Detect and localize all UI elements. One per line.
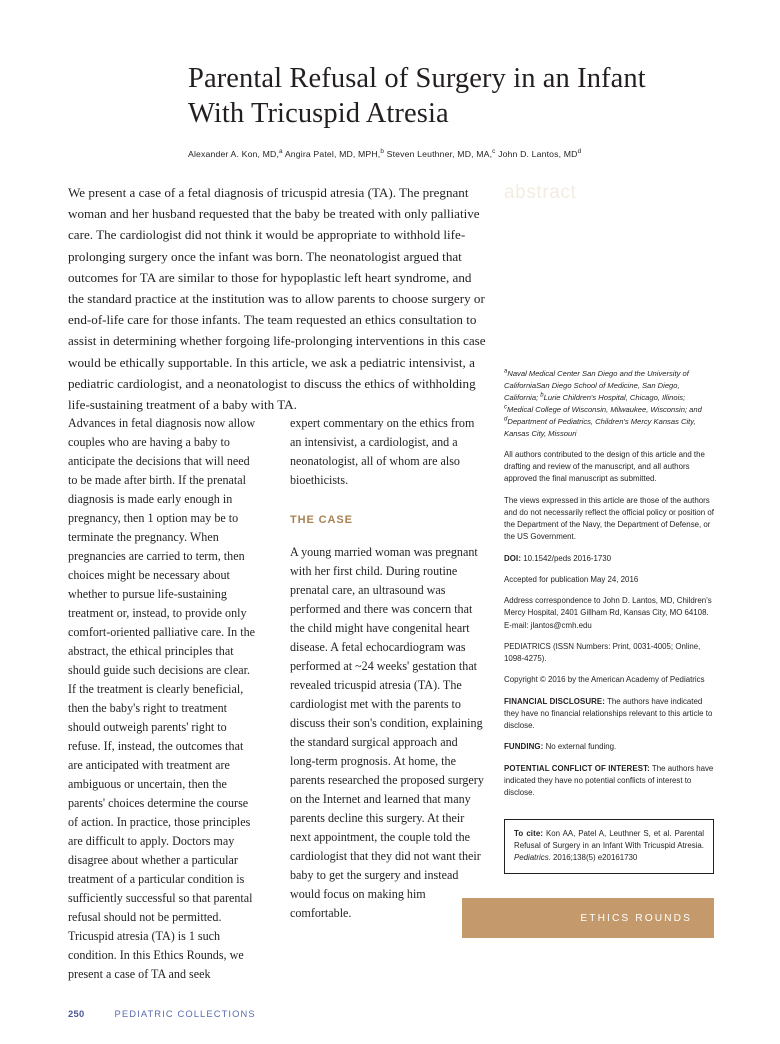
accepted-date: Accepted for publication May 24, 2016 (504, 574, 639, 584)
author-affil-marker-1: a (279, 147, 283, 155)
copyright-line: Copyright © 2016 by the American Academy of Pediatrics (504, 675, 705, 685)
author-name-3: Steven Leuthner, MD, MA, (384, 148, 493, 159)
conflict-value: The authors have indicated they have no potential conflicts of interest to disclose. (504, 763, 714, 798)
author-name-1: Alexander A. Kon, MD, (188, 148, 280, 159)
citation-box (504, 819, 714, 874)
disclaimer-statement: The views expressed in this article are those of the authors and do not necessarily reflect the official policy or position of the Department of the Navy, the Department of Defense, or the US Government. (504, 495, 714, 542)
author-affil-marker-2: b (380, 147, 385, 155)
cite-text: Kon AA, Patel A, Leuthner S, et al. Parental Refusal of Surgery in an Infant With Tricuspid Atresia. (514, 829, 704, 851)
funding-value: No external funding. (543, 742, 617, 752)
body-paragraph-case: A young married woman was pregnant with her first child. During routine prenatal care, an ultrasound was performed and there was concern that the child might have congenital heart disease. A fetal echocardiogram was performed at ~24 weeks' gestation that revealed tricuspid atresia (TA). The cardiologist met with the parents to discuss their son's condition, explaining the standard surgical approach and long-term prognosis. At home, the parents researched the proposed surgery on the Internet and learned that many parents decline this surgery. At their next appointment, the couple told the cardiologist that they did not want their baby to get the surgery and instead would focus on making him comfortable. (290, 545, 484, 920)
footer-collection-label: PEDIATRIC COLLECTIONS (114, 1008, 256, 1019)
ethics-rounds-banner (462, 898, 714, 938)
section-heading-the-case: THE CASE (290, 513, 353, 526)
ethics-rounds-banner-label: ETHICS ROUNDS (580, 912, 692, 924)
author-contributions: All authors contributed to the design of this article and the drafting and review of the manuscript, and all authors approved the final manuscript as submitted. (504, 449, 705, 484)
body-column-left (68, 414, 258, 984)
issn-line: PEDIATRICS (ISSN Numbers: Print, 0031-4005; Online, 1098-4275). (504, 641, 701, 664)
footer-page-number: 250 (68, 1008, 85, 1019)
funding-statement (504, 741, 714, 753)
body-column-middle (290, 414, 486, 923)
conflict-statement (504, 763, 714, 800)
doi-label: DOI: (504, 553, 522, 563)
doi-value[interactable]: 10.1542/peds 2016-1730 (521, 553, 612, 563)
affil-marker-a: a (504, 368, 508, 375)
affil-marker-c: c (504, 404, 507, 411)
doi-line (504, 553, 714, 565)
funding-label: FUNDING: (504, 742, 544, 752)
conflict-label: POTENTIAL CONFLICT OF INTEREST: (504, 763, 650, 773)
cite-tail: 2016;138(5) e20161730 (550, 853, 638, 863)
abstract-heading: abstract (504, 182, 577, 203)
author-affil-marker-3: c (492, 147, 496, 155)
body-paragraph-intro-cont: expert commentary on the ethics from an intensivist, a cardiologist, and a neonatologist, all of whom are also bioethicists. (290, 416, 475, 487)
financial-disclosure-label: FINANCIAL DISCLOSURE: (504, 696, 606, 706)
abstract-text: We present a case of a fetal diagnosis of tricuspid atresia (TA). The pregnant woman and her husband requested that the baby be treated with only palliative care. The cardiologist did not think it would be appropriate to withhold life-prolonging surgery once the infant was born. The neonatologist argued that outcomes for TA are similar to those for hypoplastic left heart syndrome, and the standard practice at the institution was to allow parents to choose surgery or end-of-life care for those infants. The team requested an ethics consultation to assist in determining whether forgoing life-prolonging interventions in this case would be ethically supportable. In this article, we ask a pediatric intensivist, a pediatric cardiologist, and a neonatologist to discuss the ethics of withholding life-sustaining treatment of a baby with TA. (68, 185, 486, 413)
cite-journal: Pediatrics. (514, 853, 551, 863)
financial-disclosure-value: The authors have indicated they have no financial relationships relevant to this article to disclose. (504, 696, 713, 731)
affil-marker-b: b (540, 392, 544, 399)
author-name-2: Angira Patel, MD, MPH, (282, 148, 381, 159)
author-affil-marker-4: d (577, 147, 582, 155)
page-title: Parental Refusal of Surgery in an Infant With Tricuspid Atresia (188, 63, 646, 129)
affil-marker-d: d (504, 416, 508, 423)
author-name-4: John D. Lantos, MD (495, 148, 578, 159)
body-paragraph-intro: Advances in fetal diagnosis now allow couples who are having a baby to anticipate the decisions that will need to be made after birth. If the prenatal diagnosis is made early enough in pregnancy, then 1 option may be to terminate the pregnancy. When pregnancies are carried to term, then choices might be necessary about whether to pursue life-sustaining treatment or, instead, to provide only comfort-oriented palliative care. In the abstract, the ethical principles that should guide such decisions are clear. If the treatment is clearly beneficial, then the baby's right to treatment should outweigh parents' right to refuse. If, instead, the outcomes that are anticipated with treatment are ambiguous or uncertain, then the parents' choices determine the course of action. In practice, those principles are difficult to apply. Doctors may disagree about whether a particular treatment of a particular condition is sufficiently successful so that parental refusal should not be permitted. Tricuspid atresia (TA) is 1 such condition. In this Ethics Rounds, we present a case of TA and seek (68, 416, 256, 981)
author-list (188, 148, 688, 160)
title-block (188, 62, 688, 160)
correspondence-address: Address correspondence to John D. Lantos, MD, Children's Mercy Hospital, 2401 Gillham Rd, Kansas City, MO 64108. E-mail: jlantos@cmh.edu (504, 596, 712, 630)
page-footer (68, 1008, 256, 1019)
affiliations: $^a$Naval Medical Center San Diego and the University of CaliforniaSan Diego School of Medicine, San Diego, California; $^b$Lurie Children's Hospital, Chicago, Illinois; $^c$Medical College of Wisconsin, Milwaukee, Wisconsin; and $^d$Department of Pediatrics, Children's Mercy Kansas City, Kansas City, Missouri (504, 368, 702, 438)
cite-label: To cite: (514, 829, 544, 839)
metadata-column (504, 368, 714, 874)
financial-disclosure (504, 696, 714, 733)
